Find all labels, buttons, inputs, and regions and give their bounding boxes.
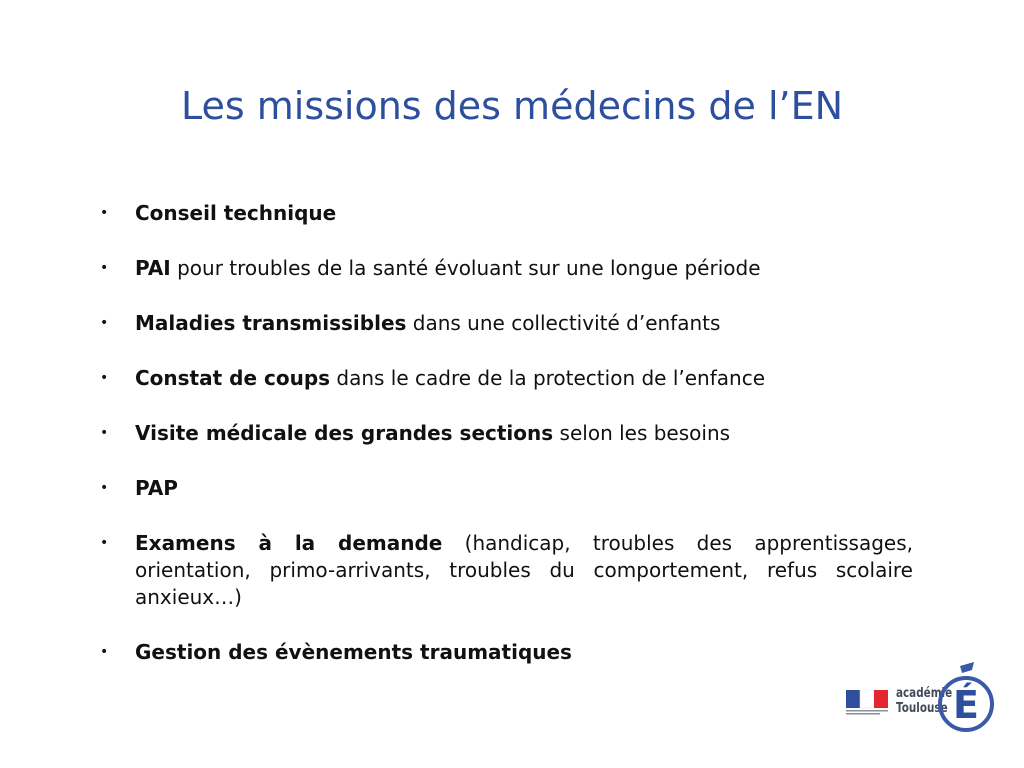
item-bold-text: Constat de coups	[135, 366, 331, 390]
republique-francaise-flag-icon	[846, 690, 888, 716]
bullet-icon: •	[100, 644, 109, 660]
academie-line: académie	[896, 686, 953, 701]
item-bold-text: Gestion des évènements traumatiques	[135, 640, 572, 664]
bullet-icon: •	[100, 535, 109, 551]
bullet-icon: •	[100, 315, 109, 331]
bullet-icon: •	[100, 260, 109, 276]
list-item	[100, 310, 913, 337]
academie-toulouse-logo	[846, 662, 996, 734]
bullet-icon: •	[100, 370, 109, 386]
toulouse-line: Toulouse	[896, 701, 948, 716]
item-bold-text: Visite médicale des grandes sections	[135, 421, 554, 445]
missions-list	[100, 200, 913, 694]
e-badge-letter: É	[953, 683, 979, 727]
list-item	[100, 365, 913, 392]
item-bold-text: PAP	[135, 476, 178, 500]
list-item	[100, 475, 913, 502]
list-item	[100, 200, 913, 227]
list-item	[100, 639, 913, 666]
list-item	[100, 420, 913, 447]
item-text: (handicap, troubles des apprentissages, orientation, primo-arrivants, troubles du comportement, refus scolaire anxieux…)	[135, 531, 914, 609]
item-bold-text: Maladies transmissibles	[135, 311, 407, 335]
bullet-icon: •	[100, 205, 109, 221]
item-text: dans le cadre de la protection de l’enfance	[330, 366, 765, 390]
item-bold-text: PAI	[135, 256, 171, 280]
item-text: dans une collectivité d’enfants	[406, 311, 721, 335]
item-bold-text: Conseil technique	[135, 201, 337, 225]
e-badge-icon	[934, 662, 996, 734]
bullet-icon: •	[100, 425, 109, 441]
item-text: pour troubles de la santé évoluant sur une longue période	[170, 256, 761, 280]
bullet-icon: •	[100, 480, 109, 496]
item-text: selon les besoins	[553, 421, 731, 445]
list-item	[100, 255, 913, 282]
list-item	[100, 530, 913, 611]
item-bold-text: Examens à la demande	[135, 531, 443, 555]
slide-title: Les missions des médecins de l’EN	[180, 84, 844, 128]
